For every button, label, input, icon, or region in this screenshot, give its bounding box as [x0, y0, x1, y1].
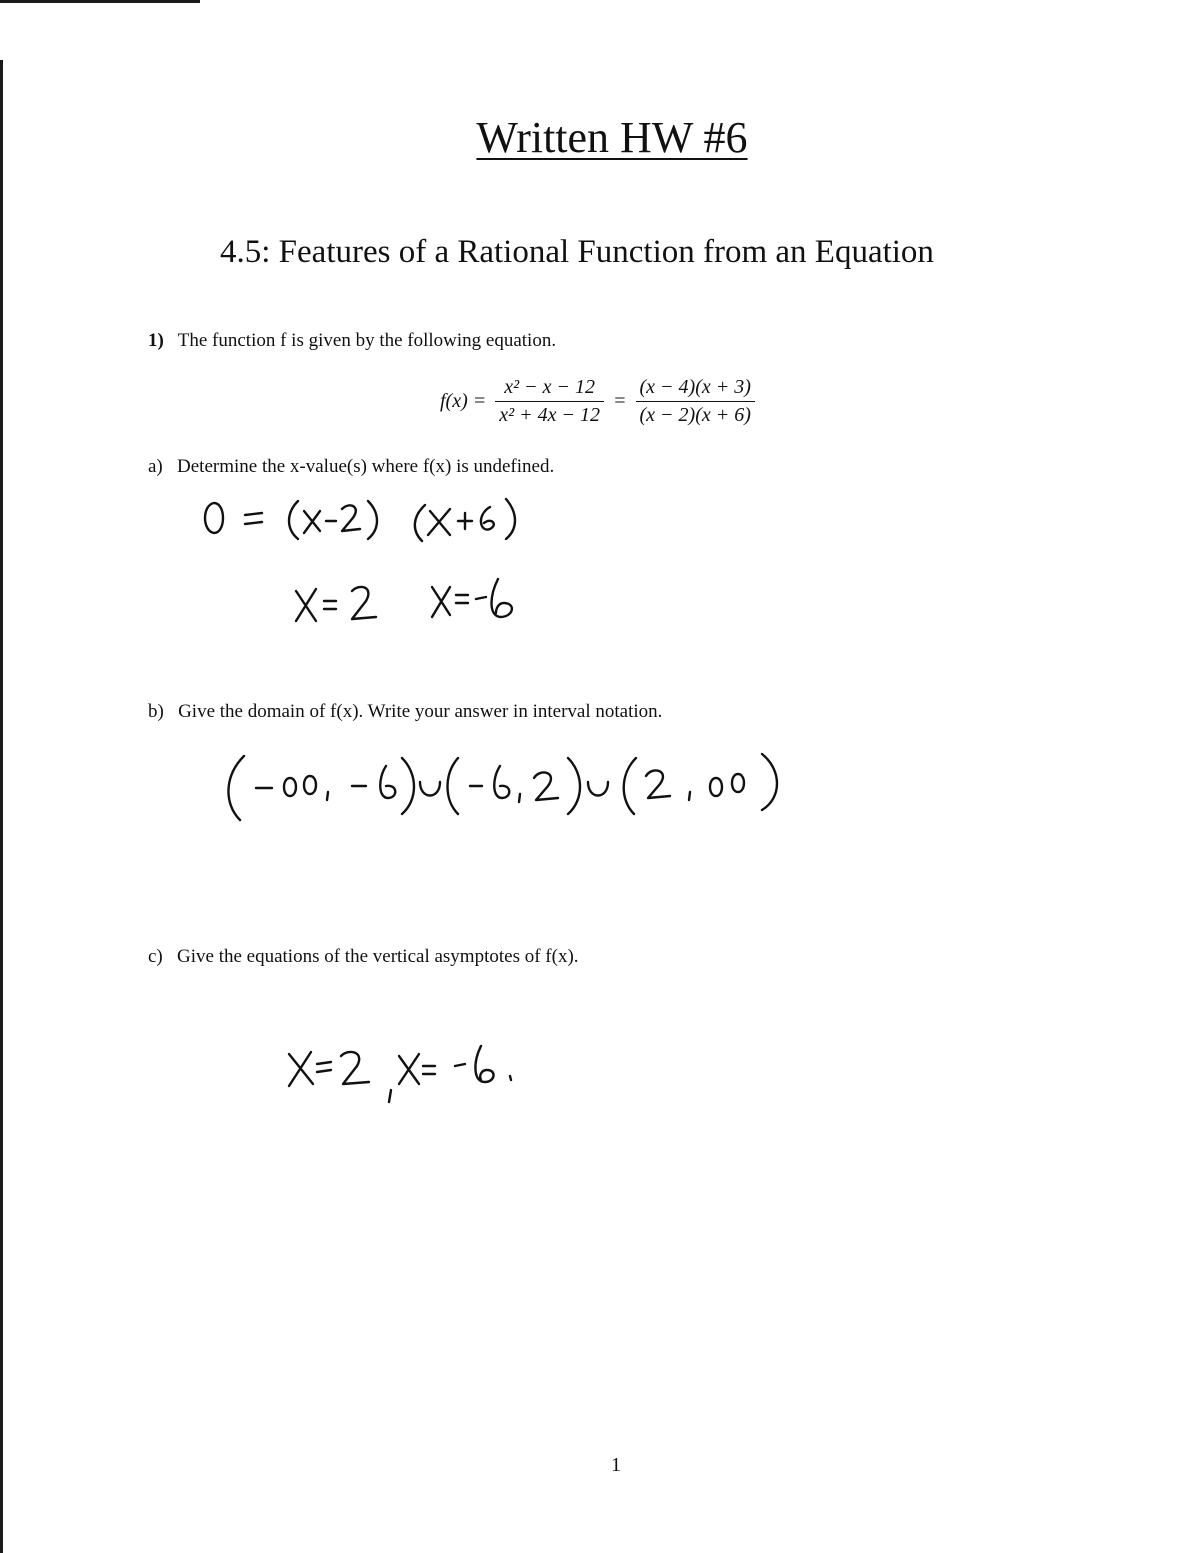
part-b-question — [148, 701, 662, 723]
fraction-factored — [636, 376, 755, 427]
question-number: 1) — [148, 330, 164, 351]
section-title: 4.5: Features of a Rational Function from an Equation — [220, 234, 934, 270]
question-1 — [148, 330, 556, 352]
question-prompt: The function f is given by the following equation. — [177, 330, 557, 351]
part-a-question — [148, 456, 554, 478]
part-b-label: b) — [148, 701, 164, 722]
fraction-expanded-numerator: x² − x − 12 — [495, 376, 604, 402]
scan-edge-left — [0, 60, 3, 1553]
handwriting-sketch — [222, 748, 802, 828]
fraction-factored-denominator: (x − 2)(x + 6) — [639, 404, 751, 426]
fraction-factored-numerator: (x − 4)(x + 3) — [636, 376, 755, 402]
handwriting-sketch — [290, 575, 540, 635]
equation — [440, 376, 759, 427]
fraction-expanded — [495, 376, 604, 427]
part-c-question — [148, 946, 579, 968]
handwritten-answer-c — [285, 1040, 545, 1115]
handwritten-answer-a-line1 — [200, 495, 530, 550]
page-title: Written HW #6 — [476, 113, 748, 162]
equation-lhs: f(x) = — [440, 390, 487, 412]
part-a-label: a) — [148, 456, 163, 477]
equation-equals: = — [613, 390, 627, 412]
part-c-label: c) — [148, 946, 163, 967]
part-a-text: Determine the x-value(s) where f(x) is undefined. — [177, 456, 555, 477]
scan-edge-top — [0, 0, 200, 3]
page-number: 1 — [611, 1454, 621, 1476]
part-b-text: Give the domain of f(x). Write your answer in interval notation. — [178, 701, 663, 722]
handwriting-sketch — [200, 495, 530, 545]
handwritten-answer-a-line2 — [290, 575, 540, 640]
handwritten-answer-b — [222, 748, 802, 833]
handwriting-sketch — [285, 1040, 545, 1110]
fraction-expanded-denominator: x² + 4x − 12 — [499, 404, 600, 426]
part-c-text: Give the equations of the vertical asymptotes of f(x). — [177, 946, 579, 967]
